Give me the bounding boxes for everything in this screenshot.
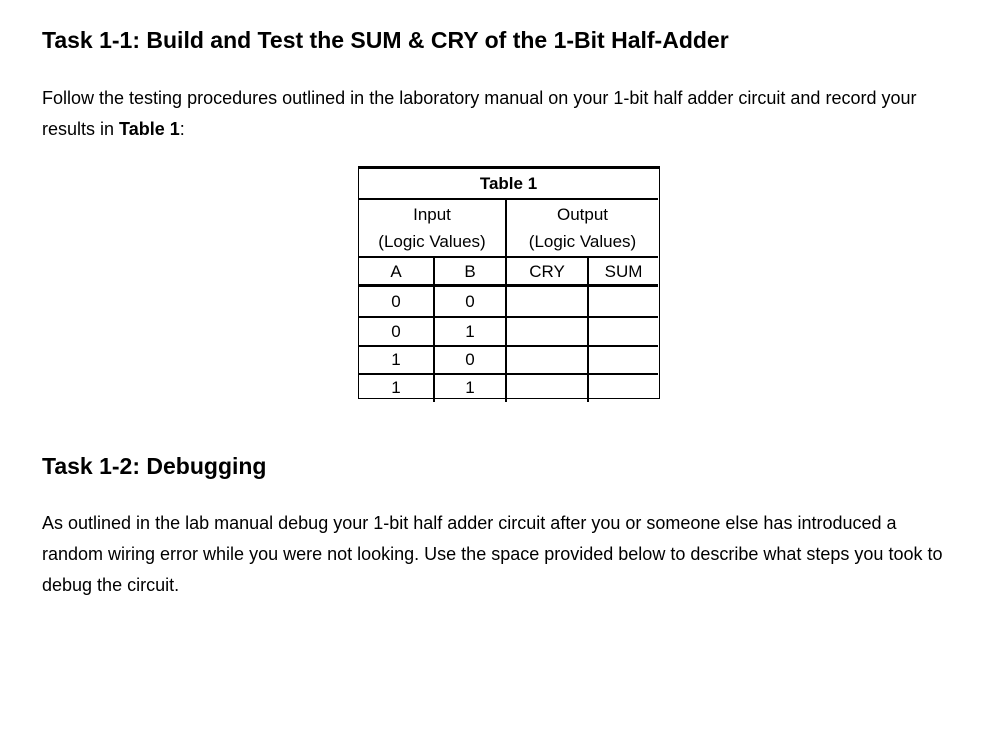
cry-input-cell[interactable]	[507, 317, 587, 345]
table-cell: 1	[391, 377, 401, 397]
table-cell: 0	[391, 321, 401, 341]
column-header-sum: SUM	[604, 262, 643, 281]
output-group-header	[507, 200, 658, 256]
task-1-1-heading: Task 1-1: Build and Test the SUM & CRY of the 1-Bit Half-Adder	[42, 27, 729, 53]
table-cell: 0	[465, 292, 475, 311]
table-cell: 1	[391, 350, 401, 369]
cry-input-cell[interactable]	[507, 287, 587, 316]
table-cell: 1	[465, 321, 475, 341]
instructions-colon: :	[179, 119, 185, 139]
results-table	[358, 166, 660, 399]
output-header-label: Output	[556, 205, 609, 224]
table-reference: Table 1	[119, 119, 180, 139]
input-header-label: Input	[413, 205, 451, 224]
column-header-a: A	[390, 262, 402, 281]
output-header-sub: (Logic Values)	[528, 232, 637, 251]
table-cell: 0	[391, 292, 401, 311]
table-cell: 0	[465, 350, 475, 369]
task-1-2-heading: Task 1-2: Debugging	[42, 453, 267, 479]
column-header-b: B	[464, 262, 476, 281]
instructions-text: Follow the testing procedures outlined in the laboratory manual on your 1-bit half adder circuit and record your results in	[42, 88, 917, 139]
sum-input-cell[interactable]	[589, 287, 658, 316]
input-group-header	[359, 200, 505, 256]
column-header-cry: CRY	[529, 262, 565, 281]
cry-input-cell[interactable]	[507, 346, 587, 373]
input-header-sub: (Logic Values)	[378, 232, 486, 251]
sum-input-cell[interactable]	[589, 317, 658, 345]
sum-input-cell[interactable]	[589, 374, 658, 400]
table-cell: 1	[465, 377, 475, 397]
table-title: Table 1	[479, 174, 538, 193]
sum-input-cell[interactable]	[589, 346, 658, 373]
cry-input-cell[interactable]	[507, 374, 587, 400]
task-1-2-instructions: As outlined in the lab manual debug your 1-bit half adder circuit after you or someone else has introduced a random wiring error while you were not looking. Use the space provided below to describe what steps you took to debug the circuit.	[42, 513, 943, 595]
task-1-1-instructions	[42, 83, 962, 145]
